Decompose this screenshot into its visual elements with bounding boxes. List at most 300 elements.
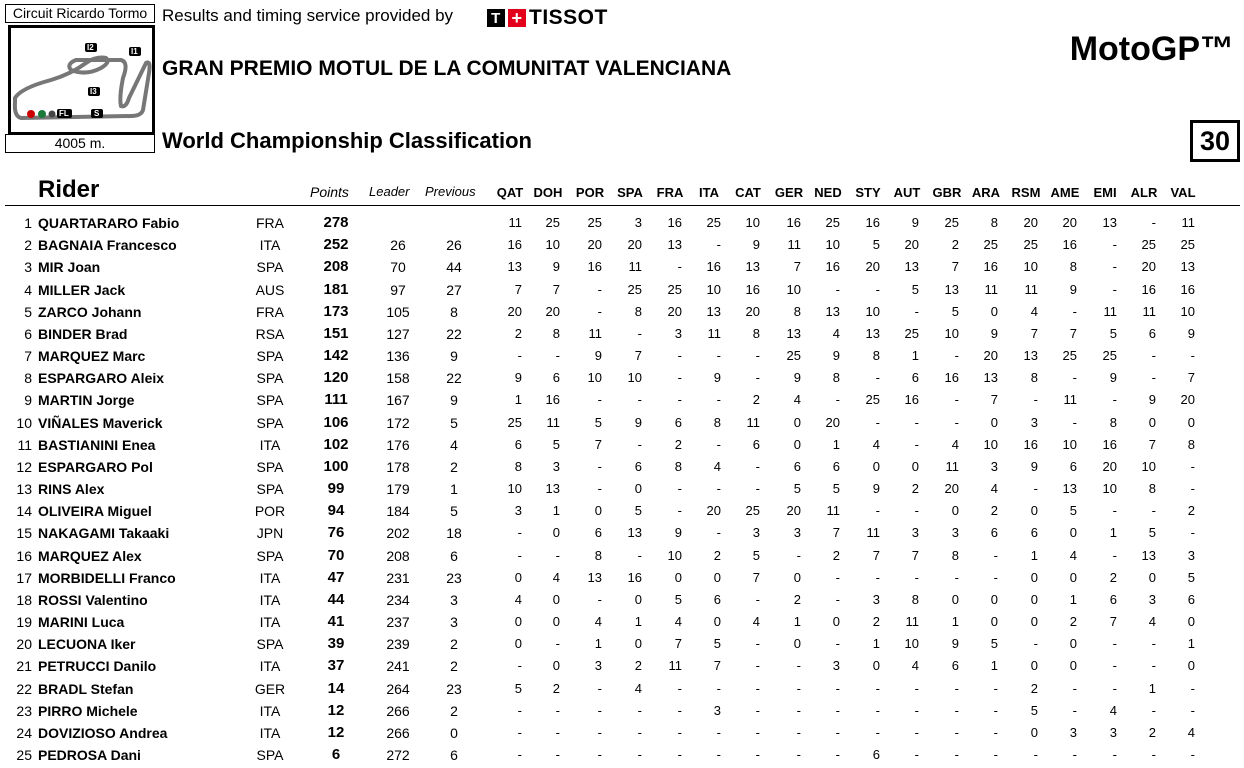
race-points-qat: - [517, 547, 522, 563]
race-points-por: 6 [594, 525, 602, 541]
race-points-aut: 0 [911, 458, 919, 474]
position: 8 [24, 370, 32, 387]
race-points-gbr: 20 [944, 481, 959, 497]
gap-to-leader: 26 [390, 237, 406, 254]
gap-to-previous: 4 [450, 436, 458, 453]
rider-name: MARQUEZ Marc [38, 348, 146, 365]
race-points-val: - [1190, 525, 1195, 541]
race-points-alr: 1 [1148, 680, 1156, 696]
race-points-ara: 16 [983, 259, 998, 275]
race-points-aut: 7 [911, 547, 919, 563]
race-points-ita: - [716, 525, 721, 541]
race-points-spa: - [637, 436, 642, 452]
race-points-emi: 11 [1103, 303, 1117, 319]
race-points-ita: - [716, 348, 721, 364]
race-points-qat: - [517, 348, 522, 364]
race-points-ita: 10 [706, 281, 721, 297]
race-points-qat: 1 [514, 392, 522, 408]
race-points-ame: 0 [1069, 569, 1077, 585]
race-points-aut: 6 [911, 370, 919, 386]
race-points-qat: 25 [507, 414, 522, 430]
race-points-emi: - [1112, 237, 1117, 253]
position: 13 [16, 481, 32, 498]
race-points-ned: - [835, 569, 840, 585]
race-points-spa: 13 [627, 525, 642, 541]
race-points-aut: 10 [904, 636, 919, 652]
race-points-fra: - [677, 702, 682, 718]
race-points-aut: 3 [911, 525, 919, 541]
race-points-alr: 25 [1141, 237, 1156, 253]
gap-to-leader: 176 [386, 436, 410, 453]
race-points-emi: 6 [1109, 591, 1117, 607]
race-points-cat: 11 [746, 414, 760, 430]
race-points-emi: - [1112, 658, 1117, 674]
race-points-ara: - [993, 724, 998, 740]
race-points-spa: 8 [634, 303, 642, 319]
race-points-ita: 2 [713, 547, 721, 563]
race-points-gbr: 0 [951, 591, 959, 607]
race-points-ame: - [1072, 747, 1077, 763]
table-row [0, 701, 1244, 721]
race-points-ger: 20 [786, 503, 801, 519]
rider-name: MARTIN Jorge [38, 392, 135, 409]
nation: SPA [256, 370, 284, 387]
race-points-aut: - [914, 436, 919, 452]
col-header-race-rsm: RSM [1011, 185, 1041, 200]
rider-name: DOVIZIOSO Andrea [38, 724, 168, 741]
race-points-spa: - [637, 747, 642, 763]
col-header-race-ame: AME [1050, 185, 1080, 200]
race-points-val: 4 [1187, 724, 1195, 740]
race-points-fra: 25 [667, 281, 682, 297]
race-points-por: - [597, 303, 602, 319]
race-points-rsm: 7 [1030, 325, 1038, 341]
race-points-emi: 16 [1102, 436, 1117, 452]
map-label: I2 [87, 43, 94, 52]
race-points-sty: 9 [872, 481, 880, 497]
race-points-sty: 13 [865, 325, 880, 341]
race-points-doh: 0 [552, 525, 560, 541]
race-points-alr: 2 [1148, 724, 1156, 740]
race-points-emi: - [1112, 547, 1117, 563]
race-points-ned: - [835, 747, 840, 763]
race-points-ger: 0 [793, 414, 801, 430]
rider-name: ROSSI Valentino [38, 591, 148, 608]
race-points-cat: 5 [752, 547, 760, 563]
race-points-ame: 0 [1069, 658, 1077, 674]
nation: ITA [259, 658, 281, 675]
gap-to-leader: 136 [386, 348, 410, 365]
position: 3 [24, 259, 32, 276]
race-points-qat: 11 [508, 215, 522, 230]
race-points-sty: - [875, 414, 880, 430]
race-points-emi: - [1112, 680, 1117, 696]
col-header-race-ita: ITA [699, 185, 719, 200]
race-points-spa: 4 [634, 680, 642, 696]
race-points-doh: - [555, 747, 560, 763]
race-points-spa: - [637, 392, 642, 408]
race-points-rsm: 10 [1023, 259, 1038, 275]
col-header-race-sty: STY [855, 185, 881, 200]
nation: ITA [259, 569, 281, 586]
race-points-spa: 16 [627, 569, 642, 585]
points: 120 [323, 369, 349, 387]
race-points-gbr: 5 [951, 303, 959, 319]
rider-name: NAKAGAMI Takaaki [38, 525, 170, 542]
race-points-aut: 20 [904, 237, 919, 253]
race-points-ger: 2 [793, 591, 801, 607]
race-points-sty: - [875, 569, 880, 585]
gap-to-previous: 3 [450, 591, 458, 608]
race-points-gbr: 11 [945, 458, 959, 474]
race-points-qat: 10 [507, 481, 522, 497]
points: 44 [327, 590, 345, 608]
gap-to-previous: 3 [450, 614, 458, 631]
gap-to-previous: 23 [446, 680, 462, 697]
race-points-rsm: 4 [1030, 303, 1038, 319]
race-points-alr: 10 [1141, 458, 1156, 474]
race-points-alr: - [1151, 658, 1156, 674]
race-points-ned: - [835, 702, 840, 718]
race-points-cat: - [755, 481, 760, 497]
rider-name: MILLER Jack [38, 281, 126, 298]
race-points-ned: - [835, 591, 840, 607]
race-points-fra: - [677, 481, 682, 497]
race-points-fra: 5 [674, 591, 682, 607]
gap-to-leader: 97 [390, 281, 406, 298]
gap-to-previous: 2 [450, 702, 458, 719]
points: 14 [327, 679, 345, 697]
race-points-val: 7 [1187, 370, 1195, 386]
race-points-doh: - [555, 702, 560, 718]
race-points-qat: 8 [514, 458, 522, 474]
race-points-cat: 10 [745, 215, 760, 230]
race-points-fra: 4 [674, 614, 682, 630]
timing-provider-text: Results and timing service provided by [162, 6, 454, 25]
track-layout-icon [11, 28, 152, 132]
race-points-doh: 3 [552, 458, 560, 474]
race-points-doh: 2 [552, 680, 560, 696]
col-header-points: Points [310, 184, 349, 200]
race-points-rsm: 2 [1030, 680, 1038, 696]
race-points-ita: - [716, 724, 721, 740]
race-points-ame: 3 [1069, 724, 1077, 740]
rider-name: PIRRO Michele [38, 702, 138, 719]
nation: ITA [259, 237, 281, 254]
race-points-val: 5 [1187, 569, 1195, 585]
race-points-cat: 2 [752, 392, 760, 408]
rider-name: VIÑALES Maverick [38, 414, 163, 431]
race-points-aut: - [914, 414, 919, 430]
classification-title: World Championship Classification [162, 128, 532, 153]
rider-name: RINS Alex [38, 481, 105, 498]
race-points-emi: 3 [1109, 724, 1117, 740]
race-points-spa: 25 [627, 281, 642, 297]
col-header-race-val: VAL [1170, 185, 1196, 200]
rider-name: BAGNAIA Francesco [38, 237, 177, 254]
race-points-gbr: - [954, 569, 959, 585]
rider-name: ESPARGARO Aleix [38, 370, 165, 387]
race-points-ita: - [716, 680, 721, 696]
race-points-spa: 5 [634, 503, 642, 519]
race-points-ame: 20 [1062, 215, 1077, 230]
race-points-sty: - [875, 702, 880, 718]
race-points-ned: 11 [826, 503, 840, 519]
race-points-qat: 16 [507, 237, 522, 253]
race-points-doh: 6 [552, 370, 560, 386]
race-points-ame: 25 [1062, 348, 1077, 364]
gap-to-previous: 6 [450, 547, 458, 564]
race-points-por: 1 [594, 636, 602, 652]
race-points-val: - [1190, 747, 1195, 763]
race-points-doh: 10 [545, 237, 560, 253]
col-header-race-ara: ARA [971, 185, 1001, 200]
table-row [0, 612, 1244, 632]
series-logo: MotoGP™ [1069, 30, 1234, 68]
race-points-por: - [597, 747, 602, 763]
race-points-ger: 4 [793, 392, 801, 408]
race-points-ger: - [796, 724, 801, 740]
race-points-ita: - [716, 481, 721, 497]
gap-to-previous: 2 [450, 658, 458, 675]
race-points-por: 13 [587, 569, 602, 585]
race-points-aut: 5 [911, 281, 919, 297]
race-points-rsm: 11 [1024, 281, 1038, 297]
race-points-sty: - [875, 281, 880, 297]
gap-to-leader: 184 [386, 503, 410, 520]
race-points-ame: 11 [1063, 392, 1077, 408]
col-header-race-ned: NED [814, 185, 842, 200]
race-points-sty: 7 [872, 547, 880, 563]
race-points-qat: 7 [514, 281, 522, 297]
race-points-rsm: 6 [1030, 525, 1038, 541]
race-points-ame: 4 [1069, 547, 1077, 563]
race-points-ara: 0 [990, 414, 998, 430]
race-points-emi: 25 [1102, 348, 1117, 364]
table-row [0, 280, 1244, 300]
race-points-rsm: 0 [1030, 591, 1038, 607]
race-points-emi: 1 [1109, 525, 1117, 541]
race-points-sty: 5 [872, 237, 880, 253]
race-points-ame: 1 [1069, 591, 1077, 607]
race-points-fra: 13 [667, 237, 682, 253]
gap-to-leader: 70 [390, 259, 406, 276]
race-points-alr: 16 [1141, 281, 1156, 297]
nation: SPA [256, 259, 284, 276]
race-points-fra: - [677, 503, 682, 519]
race-points-ara: 20 [983, 348, 998, 364]
race-points-ger: - [796, 702, 801, 718]
race-points-qat: 0 [514, 614, 522, 630]
race-points-sty: 1 [872, 636, 880, 652]
gap-to-leader: 158 [386, 370, 410, 387]
race-points-fra: 20 [667, 303, 682, 319]
race-points-alr: - [1151, 636, 1156, 652]
race-points-por: 10 [587, 370, 602, 386]
race-points-ned: 9 [832, 348, 840, 364]
race-points-cat: - [755, 747, 760, 763]
nation: ITA [259, 614, 281, 631]
race-points-ita: 7 [713, 658, 721, 674]
race-points-cat: - [755, 370, 760, 386]
race-points-doh: 7 [552, 281, 560, 297]
race-points-ara: 25 [983, 237, 998, 253]
points: 6 [331, 746, 341, 764]
race-points-sty: 0 [872, 658, 880, 674]
race-points-emi: 4 [1109, 702, 1117, 718]
race-points-alr: - [1151, 370, 1156, 386]
race-points-fra: 7 [674, 636, 682, 652]
race-points-emi: 10 [1102, 481, 1117, 497]
nation: ITA [259, 591, 281, 608]
race-points-qat: 3 [514, 503, 522, 519]
gap-to-leader: 179 [386, 481, 410, 498]
race-points-doh: - [555, 636, 560, 652]
race-points-doh: 25 [545, 215, 560, 230]
points: 106 [323, 413, 349, 431]
points: 100 [323, 457, 349, 475]
race-points-qat: 0 [514, 569, 522, 585]
race-points-val: - [1190, 458, 1195, 474]
gap-to-leader: 208 [386, 547, 410, 564]
race-points-ger: 9 [793, 370, 801, 386]
race-points-ame: - [1072, 414, 1077, 430]
col-header-race-qat: QAT [496, 185, 524, 200]
race-points-alr: 7 [1148, 436, 1156, 452]
race-points-fra: 2 [674, 436, 682, 452]
table-row [0, 546, 1244, 566]
race-points-rsm: 1 [1030, 547, 1038, 563]
race-points-gbr: 4 [951, 436, 959, 452]
race-points-gbr: 25 [944, 215, 959, 230]
race-points-rsm: 0 [1030, 503, 1038, 519]
nation: GER [254, 680, 286, 697]
gap-to-previous: 2 [450, 636, 458, 653]
race-points-ita: 0 [713, 569, 721, 585]
race-points-fra: - [677, 724, 682, 740]
position: 1 [24, 215, 32, 231]
race-points-doh: 0 [552, 614, 560, 630]
race-points-aut: 9 [911, 215, 919, 230]
position: 6 [24, 325, 32, 342]
race-points-ita: - [716, 392, 721, 408]
race-points-ned: 25 [825, 215, 840, 230]
table-row [0, 457, 1244, 477]
race-points-aut: 25 [904, 325, 919, 341]
race-points-aut: 16 [904, 392, 919, 408]
race-points-cat: - [755, 636, 760, 652]
race-points-spa: 20 [627, 237, 642, 253]
gap-to-leader: 239 [386, 636, 410, 653]
race-points-fra: 10 [667, 547, 682, 563]
points: 94 [327, 502, 345, 520]
table-row [0, 634, 1244, 654]
nation: SPA [256, 348, 284, 365]
position: 23 [16, 702, 32, 719]
race-points-por: 16 [587, 259, 602, 275]
nation: ITA [259, 702, 281, 719]
race-points-qat: - [517, 525, 522, 541]
race-points-ara: 11 [984, 281, 998, 297]
race-points-emi: 13 [1102, 215, 1117, 230]
race-points-ger: 6 [793, 458, 801, 474]
race-points-ara: - [993, 569, 998, 585]
race-points-aut: - [914, 724, 919, 740]
race-points-qat: - [517, 747, 522, 763]
race-points-por: - [597, 481, 602, 497]
rider-name: PETRUCCI Danilo [38, 658, 157, 675]
race-points-qat: 9 [514, 370, 522, 386]
race-points-gbr: - [954, 747, 959, 763]
race-points-sty: 0 [872, 458, 880, 474]
tissot-logo [487, 7, 608, 29]
points: 99 [327, 480, 345, 498]
race-points-val: 8 [1187, 436, 1195, 452]
rider-name: QUARTARARO Fabio [38, 215, 180, 231]
position: 10 [16, 414, 32, 431]
race-points-qat: - [517, 658, 522, 674]
gap-to-leader: 178 [386, 458, 410, 475]
race-points-ita: 8 [713, 414, 721, 430]
map-label: S [94, 109, 100, 118]
race-points-qat: 6 [514, 436, 522, 452]
race-points-ger: 0 [793, 636, 801, 652]
col-header-race-emi: EMI [1093, 185, 1117, 200]
race-points-ger: 5 [793, 481, 801, 497]
race-points-doh: 4 [552, 569, 560, 585]
race-points-cat: - [755, 702, 760, 718]
position: 5 [24, 303, 32, 320]
position: 11 [17, 436, 32, 453]
nation: FRA [256, 303, 284, 320]
race-points-ame: 2 [1069, 614, 1077, 630]
position: 16 [16, 547, 32, 564]
event-title: GRAN PREMIO MOTUL DE LA COMUNITAT VALENCIANA [162, 57, 732, 80]
position: 12 [16, 458, 32, 475]
race-points-sty: 8 [872, 348, 880, 364]
race-points-ned: - [835, 680, 840, 696]
race-points-gbr: - [954, 702, 959, 718]
page-number: 30 [1190, 120, 1240, 162]
race-points-fra: 9 [674, 525, 682, 541]
race-points-cat: 7 [752, 569, 760, 585]
gap-to-leader: 231 [386, 569, 410, 586]
race-points-sty: 16 [865, 215, 880, 230]
race-points-alr: - [1151, 348, 1156, 364]
nation: SPA [256, 458, 284, 475]
race-points-alr: - [1151, 503, 1156, 519]
race-points-cat: - [755, 658, 760, 674]
race-points-cat: 6 [752, 436, 760, 452]
rider-name: MIR Joan [38, 259, 101, 276]
race-points-val: 25 [1180, 237, 1195, 253]
gap-to-leader: 172 [386, 414, 410, 431]
nation: SPA [256, 392, 284, 409]
race-points-alr: 3 [1148, 591, 1156, 607]
gap-to-previous: 44 [446, 259, 462, 276]
race-points-doh: 0 [552, 591, 560, 607]
race-points-rsm: 0 [1030, 614, 1038, 630]
race-points-emi: - [1112, 503, 1117, 519]
race-points-ame: - [1072, 702, 1077, 718]
nation: JPN [256, 525, 284, 542]
points: 208 [323, 258, 349, 276]
position: 22 [16, 680, 32, 697]
points: 12 [327, 701, 345, 719]
race-points-rsm: 0 [1030, 569, 1038, 585]
race-points-ger: 3 [793, 525, 801, 541]
gap-to-leader: 241 [386, 658, 410, 675]
